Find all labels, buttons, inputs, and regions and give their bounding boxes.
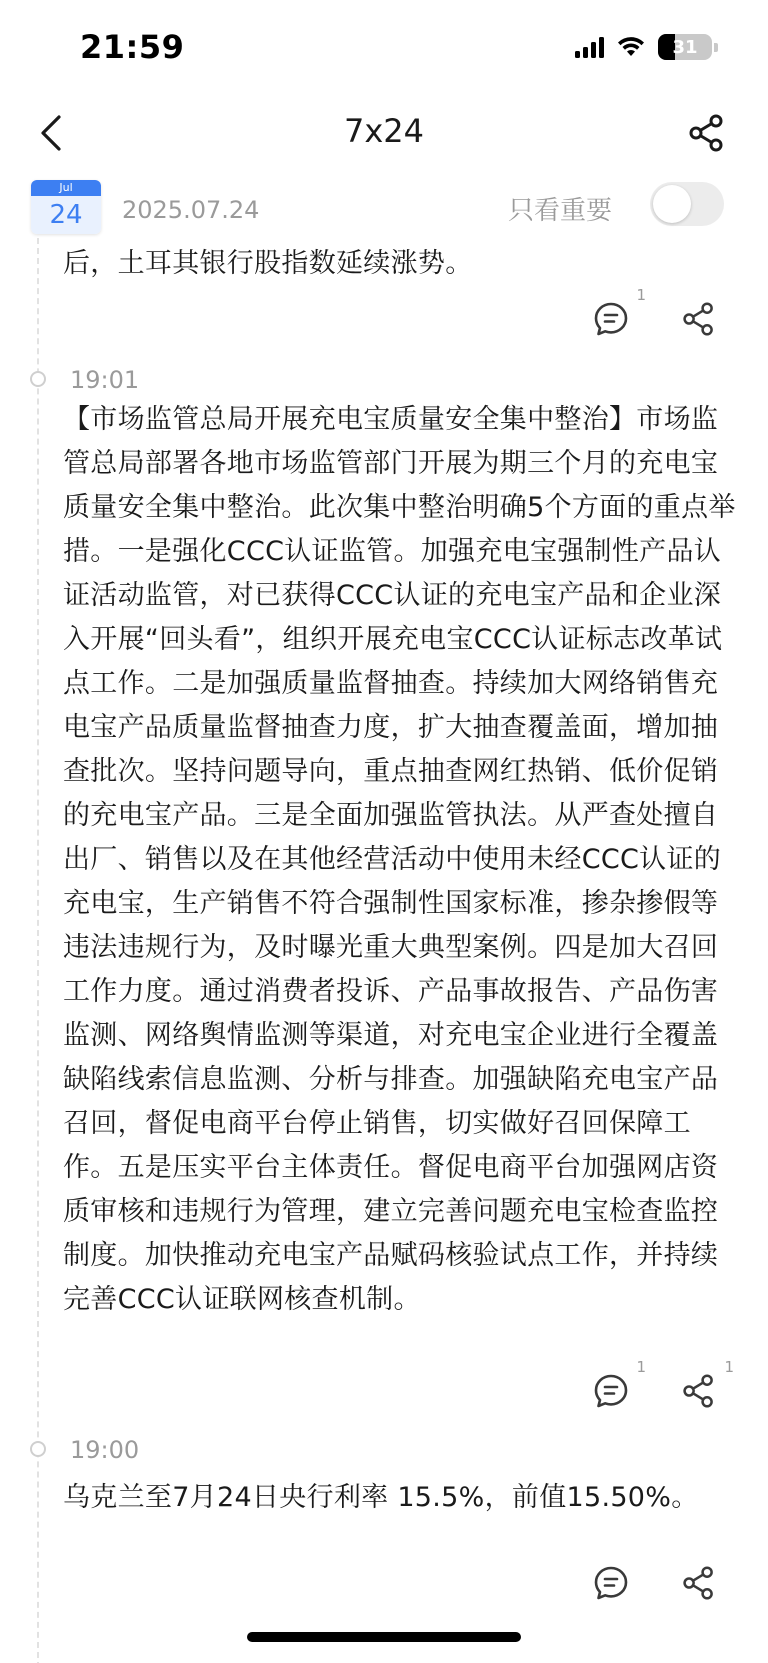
battery-icon — [658, 34, 712, 60]
comment-icon — [593, 1373, 629, 1409]
news-item-actions — [588, 1560, 722, 1606]
wifi-icon — [616, 36, 646, 58]
comment-button[interactable] — [588, 286, 646, 342]
news-item-text: 【市场监管总局开展充电宝质量安全集中整治】市场监管总局部署各地市场监管部门开展为期三个月的充电宝质量安全集中整治。此次集中整治明确5个方面的重点举措。一是强化CCC认证监管。加强充电宝强制性产品认证活动监管，对已获得CCC认证的充电宝产品和企业深入开展“回头看”，组织开展充电宝CCC认证标志改革试点工作。二是加强质量监督抽查。持续加大网络销售充电宝产品质量监督抽查力度，扩大抽查覆盖面，增加抽查批次。坚持问题导向，重点抽查网红热销、低价促销的充电宝产品。三是全面加强监管执法。从严查处擅自出厂、销售以及在其他经营活动中使用未经CCC认证的充电宝，生产销售不符合强制性国家标准，掺杂掺假等违法违规行为，及时曝光重大典型案例。四是加大召回工作力度。通过消费者投诉、产品事故报告、产品伤害监测、网络舆情监测等渠道，对充电宝企业进行全覆盖缺陷线索信息监测、分析与排查。加强缺陷充电宝产品召回，督促电商平台停止销售，切实做好召回保障工作。五是压实平台主体责任。督促电商平台加强网店资质审核和违规行为管理，建立完善问题充电宝检查监控制度。加快推动充电宝产品赋码核验试点工作，并持续完善CCC认证联网核查机制。 — [63, 404, 736, 1315]
news-item-actions — [588, 1358, 734, 1414]
share-icon — [681, 1565, 717, 1601]
date-header — [0, 180, 768, 238]
page-title: 7x24 — [343, 112, 424, 150]
news-item-time: 19:01 — [70, 366, 140, 394]
cellular-signal-icon — [575, 36, 604, 58]
comment-count: 1 — [636, 286, 646, 304]
share-button[interactable] — [682, 108, 732, 158]
important-only-toggle[interactable] — [650, 182, 724, 226]
share-icon — [681, 1373, 717, 1409]
comment-button[interactable] — [588, 1358, 646, 1414]
calendar-month: Jul — [31, 180, 101, 196]
news-item-actions — [588, 286, 722, 342]
calendar-day: 24 — [31, 196, 101, 234]
important-only-label: 只看重要 — [508, 196, 613, 226]
battery-cap — [714, 43, 718, 52]
share-item-button[interactable] — [676, 1358, 734, 1414]
share-item-button[interactable] — [676, 1560, 722, 1606]
share-icon — [687, 113, 727, 153]
share-item-button[interactable] — [676, 296, 722, 342]
news-item-text: 乌克兰至7月24日央行利率 15.5%，前值15.50%。 — [63, 1482, 699, 1513]
comment-count: 1 — [636, 1358, 646, 1376]
news-feed[interactable] — [0, 238, 768, 1663]
timeline-dot — [30, 1441, 46, 1457]
share-icon — [681, 301, 717, 337]
status-time: 21:59 — [80, 28, 185, 66]
battery-text: 31 — [672, 36, 698, 58]
comment-button[interactable] — [588, 1560, 634, 1606]
news-item-text: 后，土耳其银行股指数延续涨势。 — [63, 248, 473, 279]
comment-icon — [593, 1565, 629, 1601]
status-icons — [575, 34, 718, 60]
news-item-time: 19:00 — [70, 1436, 140, 1464]
toggle-knob — [653, 185, 691, 223]
share-count: 1 — [724, 1358, 734, 1376]
home-indicator[interactable] — [247, 1632, 521, 1642]
nav-bar — [0, 100, 768, 175]
date-text: 2025.07.24 — [122, 196, 260, 224]
timeline-dot — [30, 371, 46, 387]
status-bar — [0, 0, 768, 100]
comment-icon — [593, 301, 629, 337]
calendar-badge — [31, 180, 101, 234]
